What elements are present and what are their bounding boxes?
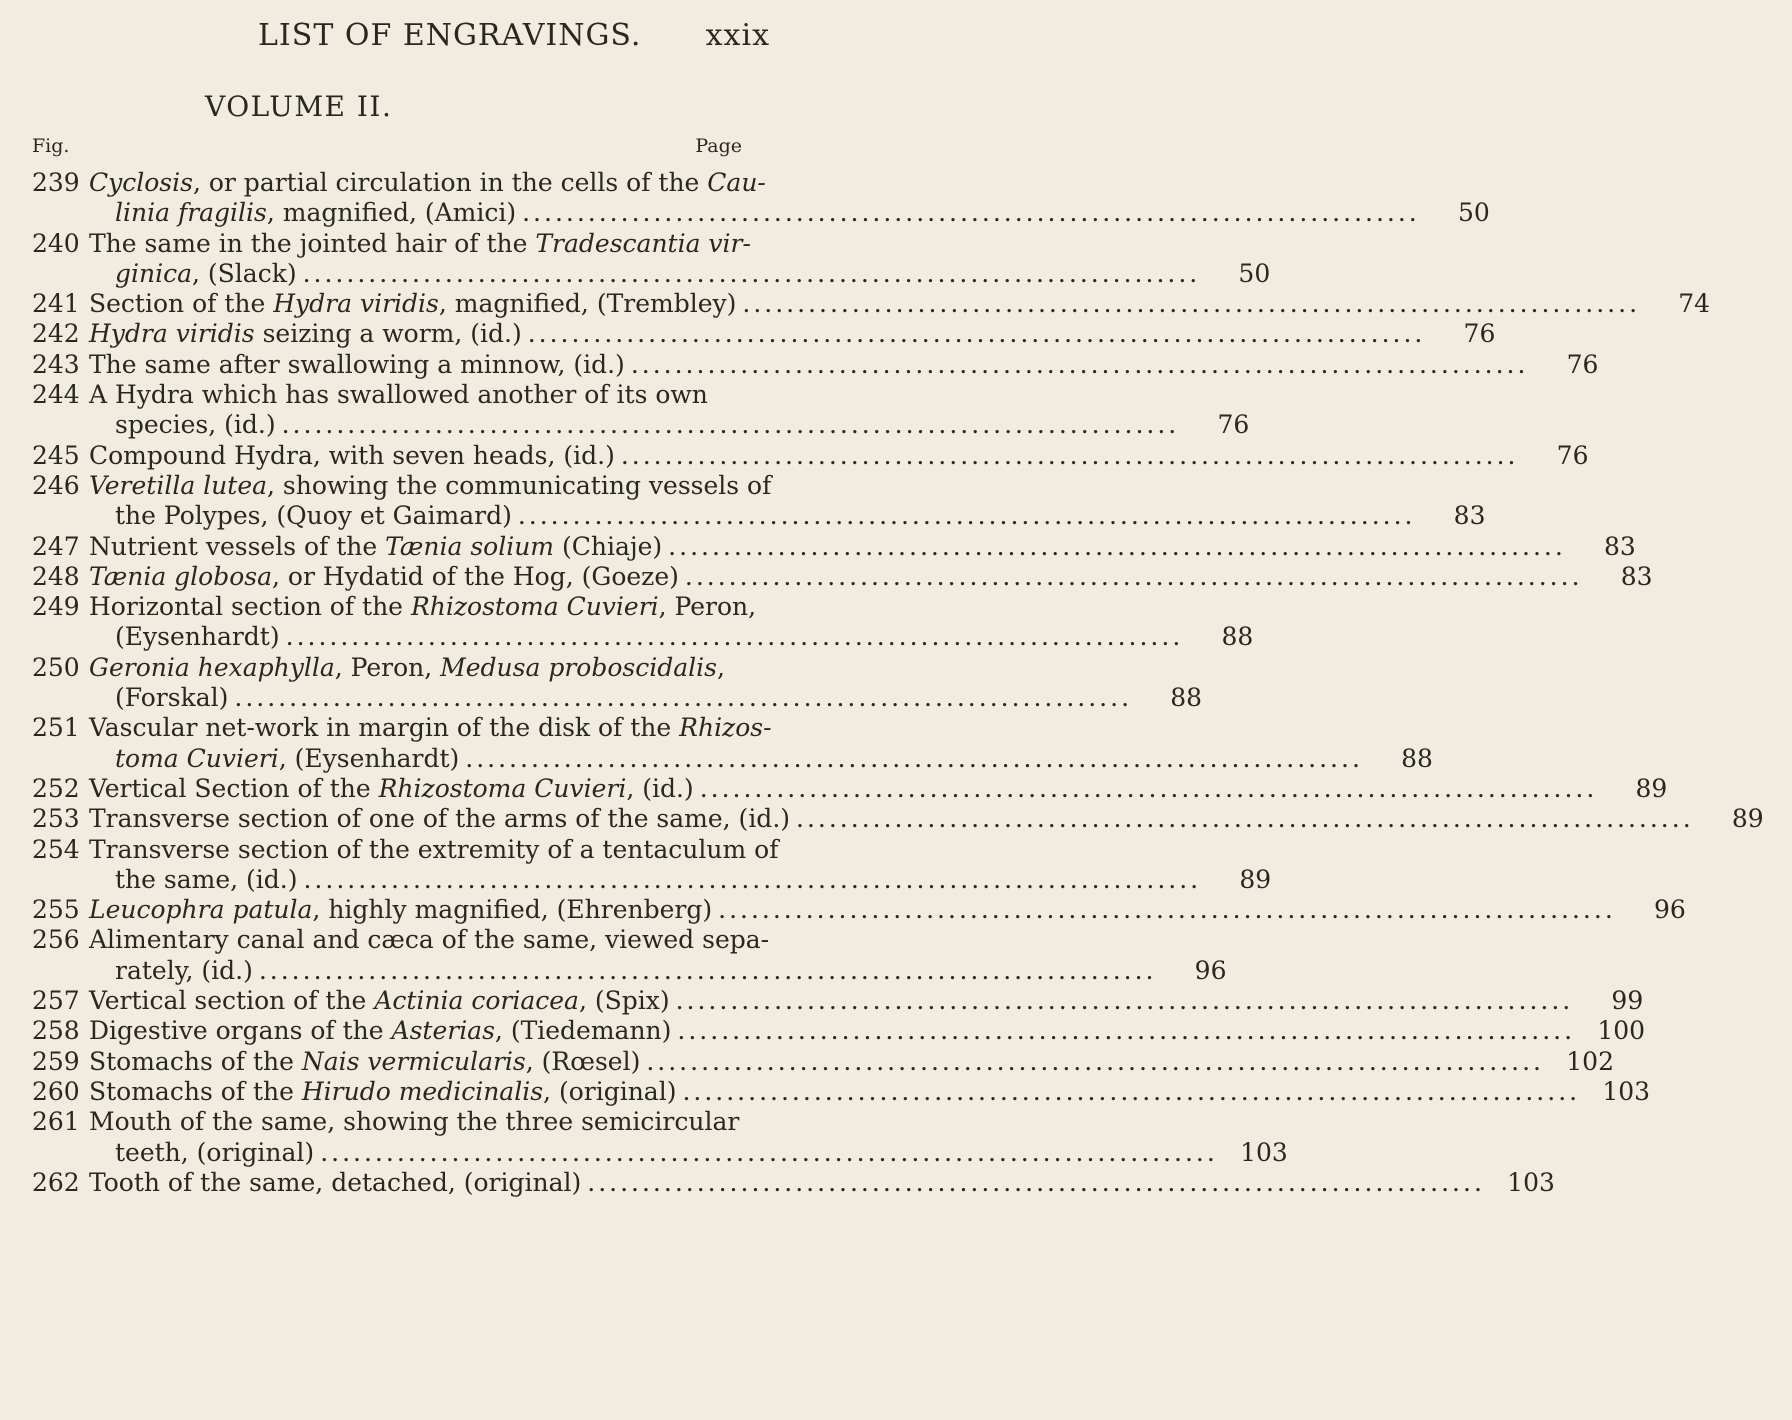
- page-number: 89: [1731, 804, 1764, 834]
- italic-term: Cau-: [707, 168, 766, 197]
- entry-text: [89, 804, 790, 834]
- dot-leader: ..................................................................................: [630, 349, 1529, 379]
- page-number: 88: [1221, 622, 1254, 652]
- page-number: 50: [1238, 258, 1271, 288]
- page-number: 89: [1635, 773, 1668, 803]
- italic-term: Asterias: [391, 1016, 495, 1046]
- italic-term: Rhizos-: [679, 713, 772, 743]
- dot-leader: ..................................................................................: [699, 773, 1598, 803]
- volume-heading: VOLUME II.: [205, 90, 393, 123]
- text-segment: the same, (id.): [115, 864, 298, 894]
- italic-term: Rhizostoma Cuvieri: [378, 773, 627, 803]
- italic-term: Geronia hexaphylla: [89, 652, 335, 682]
- engraving-entry: [0, 925, 1227, 986]
- entry-text: [89, 471, 771, 501]
- entry-text: [115, 501, 512, 531]
- entry-line: [89, 410, 1277, 440]
- dot-leader: ..................................................................................: [303, 864, 1202, 894]
- entry-text: [89, 441, 615, 471]
- text-segment: , or Hydatid of the Hog, (Goeze): [272, 561, 679, 591]
- text-segment: , magnified, (Amici): [266, 198, 517, 228]
- text-segment: The same after swallowing a minnow, (id.): [89, 349, 625, 379]
- italic-term: Tænia globosa: [89, 561, 273, 591]
- entry-text: [89, 925, 769, 955]
- text-segment: Mouth of the same, showing the three semicircular: [89, 1107, 740, 1137]
- page-number: 103: [1507, 1167, 1555, 1197]
- entry-text: [115, 622, 280, 652]
- dot-leader: ..................................................................................: [646, 1046, 1544, 1076]
- engraving-entry: [0, 228, 1271, 290]
- text-segment: , (Spix): [578, 986, 670, 1016]
- figure-number: 254: [32, 834, 80, 864]
- text-segment: Stomachs of the: [89, 1076, 302, 1106]
- dot-leader: ..................................................................................: [675, 986, 1574, 1016]
- figure-number: 240: [32, 228, 80, 258]
- text-segment: rately, (id.): [115, 955, 253, 985]
- entry-line: [89, 865, 1299, 895]
- figure-number: 258: [32, 1016, 80, 1046]
- entry-line: [89, 683, 1230, 713]
- page-column-label: Page: [695, 135, 742, 157]
- entry-line: [89, 471, 1513, 501]
- dot-leader: ..................................................................................: [302, 258, 1201, 288]
- text-segment: A Hydra which has swallowed another of its own: [89, 380, 708, 410]
- figure-number: 253: [32, 804, 80, 834]
- engraving-entry: [0, 319, 1496, 349]
- entry-text: [115, 259, 297, 289]
- dot-leader: ..................................................................................: [517, 501, 1416, 531]
- entry-line: [89, 956, 1254, 986]
- entry-text: [89, 1077, 676, 1107]
- entry-line: [89, 380, 1277, 410]
- entry-line: [89, 653, 1230, 683]
- page-number: 100: [1597, 1016, 1646, 1046]
- text-segment: Horizontal section of the: [89, 592, 411, 622]
- entry-line: [89, 259, 1298, 289]
- page-number: 103: [1602, 1076, 1651, 1106]
- dot-leader: ..................................................................................: [527, 319, 1426, 349]
- text-segment: ,: [716, 652, 725, 682]
- entry-line: [89, 198, 1518, 228]
- entry-text: [89, 319, 522, 349]
- italic-term: Actinia coriacea: [374, 986, 579, 1016]
- entry-line: [89, 744, 1461, 774]
- engraving-entry: [0, 470, 1486, 532]
- engraving-entry: [0, 531, 1636, 562]
- engraving-entry: [0, 380, 1250, 441]
- text-segment: Transverse section of one of the arms of the same, (id.): [89, 804, 791, 834]
- engraving-entry: [0, 289, 1711, 319]
- figure-number: 248: [32, 561, 80, 591]
- dot-leader: ..................................................................................: [718, 895, 1616, 925]
- entry-text: [89, 895, 712, 925]
- entry-text: [89, 380, 708, 410]
- dot-leader: ..................................................................................: [668, 531, 1566, 561]
- text-segment: Alimentary canal and cæca of the same, viewed sepa-: [89, 925, 770, 955]
- figure-number: 241: [32, 289, 80, 319]
- engraving-entry: [0, 1167, 1555, 1198]
- text-segment: Tooth of the same, detached, (original): [89, 1167, 582, 1197]
- dot-leader: ..................................................................................: [587, 1167, 1485, 1197]
- text-segment: Vertical Section of the: [89, 773, 379, 803]
- figure-number: 261: [32, 1107, 80, 1137]
- entry-line: [89, 532, 1664, 562]
- dot-leader: ..................................................................................: [677, 1016, 1576, 1046]
- entry-text: [115, 865, 297, 895]
- entry-line: [89, 1047, 1642, 1077]
- text-segment: teeth, (original): [115, 1137, 315, 1167]
- page-number: 76: [1217, 410, 1250, 440]
- entry-text: [89, 1107, 739, 1137]
- entry-line: [89, 713, 1461, 743]
- entry-line: [89, 925, 1254, 955]
- page-number: 88: [1401, 743, 1433, 773]
- entry-text: [115, 956, 253, 986]
- entry-text: [89, 532, 662, 562]
- figure-number: 250: [32, 652, 80, 682]
- text-segment: Transverse section of the extremity of a tentaculum of: [89, 834, 779, 864]
- entry-text: [115, 683, 228, 713]
- entry-line: [89, 441, 1616, 471]
- engraving-entry: [0, 440, 1589, 471]
- engravings-list: [0, 168, 1764, 1198]
- dot-leader: ..................................................................................: [742, 289, 1641, 319]
- italic-term: Rhizostoma Cuvieri: [410, 592, 659, 622]
- engraving-entry: [0, 834, 1272, 896]
- italic-term: Tradescantia vir-: [535, 228, 751, 258]
- text-segment: , (Eysenhardt): [278, 743, 460, 773]
- entry-text: [89, 774, 694, 804]
- figure-number: 243: [32, 349, 80, 379]
- dot-leader: ..................................................................................: [620, 440, 1519, 470]
- italic-term: Hirudo medicinalis: [301, 1076, 544, 1106]
- dot-leader: ..................................................................................: [320, 1137, 1218, 1167]
- page-number: 83: [1620, 561, 1653, 591]
- page-number: 103: [1240, 1137, 1288, 1167]
- dot-leader: ..................................................................................: [281, 410, 1180, 440]
- dot-leader: ..................................................................................: [682, 1076, 1581, 1106]
- figure-number: 259: [32, 1046, 80, 1076]
- text-segment: , (id.): [626, 773, 694, 803]
- dot-leader: ..................................................................................: [285, 622, 1184, 652]
- dot-leader: ..................................................................................: [258, 955, 1157, 985]
- page-number: 83: [1453, 501, 1486, 531]
- text-segment: , Peron,: [658, 592, 757, 622]
- engraving-entry: [0, 592, 1254, 653]
- page-number: 89: [1239, 864, 1272, 894]
- figure-number: 256: [32, 925, 80, 955]
- dot-leader: ..................................................................................: [522, 198, 1420, 228]
- figure-number: 239: [32, 168, 80, 197]
- page-number: 76: [1566, 349, 1599, 379]
- page-number: 76: [1556, 440, 1589, 470]
- text-segment: Digestive organs of the: [89, 1016, 392, 1046]
- engraving-entry: [0, 168, 1490, 229]
- text-segment: , highly magnified, (Ehrenberg): [312, 895, 713, 925]
- entry-line: [89, 319, 1523, 349]
- italic-term: Hydra viridis: [273, 289, 439, 319]
- entry-text: [89, 1047, 640, 1077]
- page-number: 50: [1457, 198, 1490, 228]
- engraving-entry: [0, 1076, 1651, 1107]
- entry-line: [89, 1016, 1673, 1046]
- italic-term: Nais vermicularis: [301, 1046, 526, 1076]
- entry-line: [89, 774, 1695, 804]
- text-segment: Compound Hydra, with seven heads, (id.): [89, 440, 615, 470]
- figure-number: 252: [32, 773, 80, 803]
- entry-text: [89, 986, 670, 1016]
- italic-term: Cyclosis: [89, 168, 193, 197]
- text-segment: , (Rœsel): [525, 1046, 641, 1076]
- text-segment: , Peron,: [334, 652, 441, 682]
- text-segment: , (Slack): [192, 258, 297, 288]
- italic-term: ginica: [115, 258, 193, 288]
- figure-number: 249: [32, 592, 80, 622]
- page-numeral: xxix: [705, 18, 770, 53]
- italic-term: Veretilla lutea: [89, 470, 268, 500]
- italic-term: linia fragilis: [115, 198, 267, 228]
- entry-line: [89, 895, 1714, 925]
- entry-line: [89, 1168, 1583, 1198]
- text-segment: , or partial circulation in the cells of the: [192, 168, 708, 197]
- engraving-entry: [0, 652, 1203, 714]
- figure-number: 247: [32, 531, 80, 561]
- entry-text: [115, 1138, 314, 1168]
- entry-line: [89, 986, 1671, 1016]
- entry-text: [89, 350, 625, 380]
- engraving-entry: [0, 804, 1764, 834]
- text-segment: the Polypes, (Quoy et Gaimard): [115, 501, 512, 531]
- running-title: LIST OF ENGRAVINGS.: [258, 18, 642, 53]
- entry-line: [89, 835, 1299, 865]
- entry-line: [89, 289, 1738, 319]
- text-segment: , showing the communicating vessels of: [267, 470, 772, 500]
- entry-line: [89, 804, 1792, 834]
- text-segment: , (original): [543, 1076, 677, 1106]
- figure-number: 242: [32, 319, 80, 349]
- italic-term: Tænia solium: [385, 531, 555, 561]
- entry-line: [89, 168, 1518, 198]
- page-number: 96: [1194, 955, 1227, 985]
- dot-leader: ..................................................................................: [796, 804, 1694, 834]
- figure-number: 262: [32, 1167, 80, 1197]
- figure-number: 257: [32, 986, 80, 1016]
- entry-text: [89, 835, 778, 865]
- dot-leader: ..................................................................................: [684, 561, 1583, 591]
- entry-text: [89, 592, 756, 622]
- page-number: 96: [1653, 895, 1686, 925]
- page-number: 76: [1463, 319, 1496, 349]
- entry-text: [89, 229, 751, 259]
- figure-number: 251: [32, 713, 80, 743]
- engraving-entry: [0, 1016, 1646, 1046]
- text-segment: Vertical section of the: [89, 986, 375, 1016]
- entry-text: [89, 289, 736, 319]
- entry-line: [89, 229, 1298, 259]
- entry-line: [89, 1107, 1316, 1137]
- entry-text: [89, 562, 679, 592]
- text-segment: species, (id.): [115, 410, 276, 440]
- entry-text: [89, 1016, 671, 1046]
- text-segment: Stomachs of the: [89, 1046, 302, 1076]
- entry-text: [115, 198, 516, 228]
- italic-term: Leucophra patula: [89, 895, 313, 925]
- text-segment: Vascular net-work in margin of the disk of the: [89, 713, 680, 743]
- figure-number: 245: [32, 440, 80, 470]
- italic-term: toma Cuvieri: [115, 743, 279, 773]
- engraving-entry: [0, 349, 1599, 380]
- page-number: 102: [1566, 1046, 1614, 1076]
- entry-line: [89, 1077, 1678, 1107]
- figure-number: 246: [32, 470, 80, 500]
- entry-text: [89, 1168, 581, 1198]
- engraving-entry: [0, 1046, 1614, 1077]
- text-segment: seizing a worm, (id.): [254, 319, 522, 349]
- engraving-entry: [0, 895, 1686, 925]
- engraving-entry: [0, 773, 1668, 804]
- page-number: 83: [1604, 531, 1636, 561]
- entry-line: [89, 592, 1281, 622]
- entry-text: [89, 653, 725, 683]
- figure-number: 255: [32, 895, 80, 925]
- italic-term: Hydra viridis: [89, 319, 255, 349]
- text-segment: , (Tiedemann): [494, 1016, 672, 1046]
- italic-term: Medusa proboscidalis: [440, 652, 717, 682]
- page-number: 88: [1170, 683, 1203, 713]
- text-segment: The same in the jointed hair of the: [89, 228, 536, 258]
- engraving-entry: [0, 1107, 1288, 1168]
- page-header: [0, 18, 800, 58]
- page-number: 74: [1678, 289, 1711, 319]
- engraving-entry: [0, 713, 1433, 774]
- dot-leader: ..................................................................................: [234, 683, 1133, 713]
- text-segment: Section of the: [89, 289, 274, 319]
- entry-line: [89, 1138, 1316, 1168]
- engraving-entry: [0, 561, 1653, 592]
- dot-leader: ..................................................................................: [465, 743, 1363, 773]
- entry-text: [89, 713, 772, 743]
- entry-text: [89, 168, 766, 198]
- figure-number: 260: [32, 1076, 80, 1106]
- text-segment: Nutrient vessels of the: [89, 531, 386, 561]
- page-number: 99: [1611, 986, 1644, 1016]
- engraving-entry: [0, 986, 1644, 1016]
- text-segment: , magnified, (Trembley): [438, 289, 737, 319]
- fig-column-label: Fig.: [32, 135, 70, 157]
- entry-text: [115, 410, 276, 440]
- text-segment: (Chiaje): [554, 531, 663, 561]
- figure-number: 244: [32, 380, 80, 410]
- text-segment: (Eysenhardt): [115, 622, 280, 652]
- entry-line: [89, 350, 1626, 380]
- text-segment: (Forskal): [115, 683, 229, 713]
- entry-line: [89, 501, 1513, 531]
- entry-line: [89, 562, 1681, 592]
- entry-text: [115, 744, 459, 774]
- entry-line: [89, 622, 1281, 652]
